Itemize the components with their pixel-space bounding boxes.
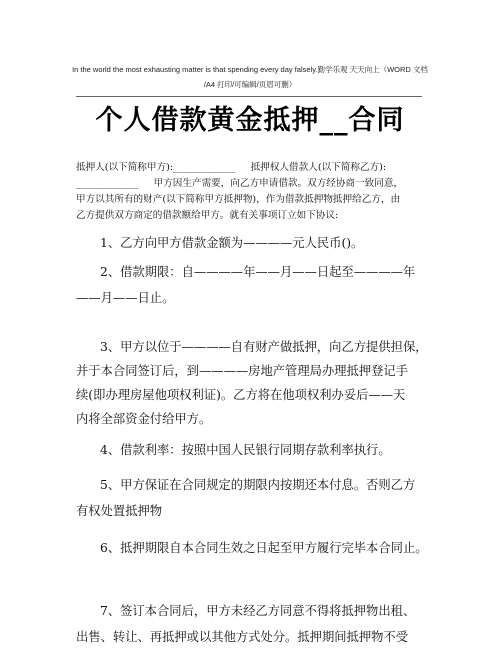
clause-7 (76, 598, 432, 650)
clause-5 (76, 472, 432, 524)
intro-line: 甲方以其所有的财产(以下简称甲方抵押物)，作为借款抵押物抵押给乙方，由 (76, 194, 401, 205)
clause-line: 出售、转让、再抵押或以其他方式处分。抵押期间抵押物不受 (76, 630, 409, 644)
document-title: 个人借款黄金抵押__合同 (95, 105, 405, 136)
header-motto-line: In the world the most exhausting matter is that spending every day falsely.勤学乐观 天天向上（WORD 文档 (72, 65, 428, 74)
intro-line: 抵押人(以下简称甲方):_____________ 抵押权人借款人(以下简称乙方): (76, 162, 387, 173)
clause-line: 4、借款利率：按照中国人民银行同期存款利率执行。 (100, 443, 391, 457)
clause-line: 并于本合同签订后，到————房地产管理局办理抵押登记手 (76, 364, 409, 378)
clause-3 (76, 335, 432, 431)
clause-line: 5、甲方保证在合同规定的期限内按期还本付息。否则乙方 (100, 478, 416, 492)
header-divider (76, 96, 422, 97)
clause-1 (100, 231, 456, 255)
header-note-line: /A4 打印/可编辑/页眉可删） (203, 80, 297, 89)
clause-4 (100, 438, 456, 462)
clause-line: 6、抵押期限自本合同生效之日起至甲方履行完毕本合同止。 (100, 541, 428, 555)
intro-line: _____________ 甲方因生产需要，向乙方申请借款。双方经协商一致同意， (76, 178, 404, 189)
clause-6 (100, 536, 456, 560)
clause-line: ——月——日止。 (76, 291, 175, 305)
clause-line: 3、甲方以位于————自有财产做抵押，向乙方提供担保， (100, 340, 428, 354)
clause-line: 2、借款期限：自————年——月——日起至————年 (100, 265, 416, 279)
clause-line: 续(即办理房屋他项权利证)。乙方将在他项权利办妥后——天 (76, 388, 406, 402)
clause-2 (76, 259, 432, 311)
clause-line: 1、乙方向甲方借款金额为————元人民币()。 (100, 236, 364, 250)
clause-line: 7、签订本合同后，甲方未经乙方同意不得将抵押物出租、 (100, 604, 416, 618)
page-header (60, 62, 440, 92)
clause-line: 有权处置抵押物 (76, 504, 163, 518)
clause-line: 内将全部资金付给甲方。 (76, 412, 212, 426)
intro-paragraph (76, 160, 424, 224)
intro-line: 乙方提供双方商定的借款额给甲方。就有关事项订立如下协议: (76, 210, 339, 221)
